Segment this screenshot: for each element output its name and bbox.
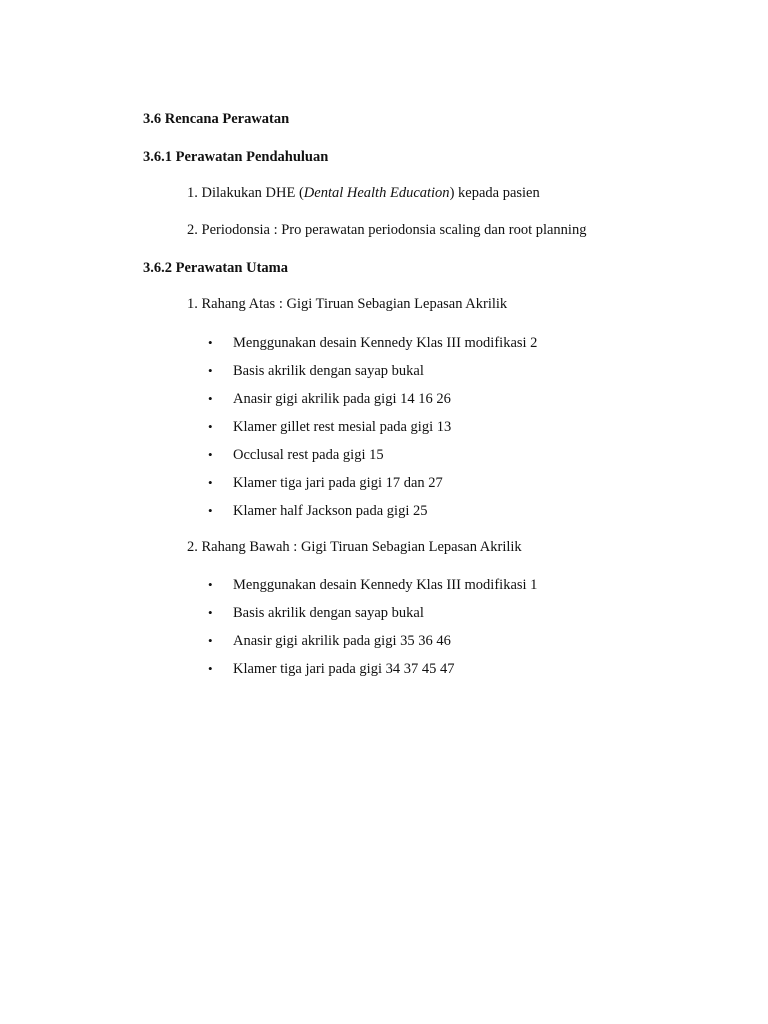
upper-jaw-bullet-text: Klamer half Jackson pada gigi 25 bbox=[233, 503, 428, 519]
section-heading: 3.6 Rencana Perawatan bbox=[143, 111, 290, 127]
upper-jaw-bullet-text: Klamer tiga jari pada gigi 17 dan 27 bbox=[233, 475, 443, 491]
upper-jaw-bullet-text: Menggunakan desain Kennedy Klas III modifikasi 2 bbox=[233, 335, 538, 351]
upper-jaw-bullet-text: Occlusal rest pada gigi 15 bbox=[233, 447, 384, 463]
upper-jaw-bullet-item bbox=[208, 474, 443, 492]
bullet-icon: • bbox=[208, 335, 213, 350]
preliminary-item-1-suffix: ) kepada pasien bbox=[449, 185, 540, 201]
lower-jaw-bullet-text: Anasir gigi akrilik pada gigi 35 36 46 bbox=[233, 633, 451, 649]
preliminary-item-1-prefix: 1. Dilakukan DHE ( bbox=[187, 185, 304, 201]
bullet-icon: • bbox=[208, 391, 213, 406]
lower-jaw-bullet-item bbox=[208, 604, 424, 622]
bullet-icon: • bbox=[208, 475, 213, 490]
bullet-icon: • bbox=[208, 503, 213, 518]
lower-jaw-bullet-text: Menggunakan desain Kennedy Klas III modifikasi 1 bbox=[233, 577, 538, 593]
preliminary-item-1-italic: Dental Health Education bbox=[303, 185, 450, 201]
lower-jaw-bullet-item bbox=[208, 660, 454, 678]
lower-jaw-bullet-text: Basis akrilik dengan sayap bukal bbox=[233, 605, 424, 621]
upper-jaw-bullet-item bbox=[208, 334, 537, 352]
upper-jaw-bullet-text: Basis akrilik dengan sayap bukal bbox=[233, 363, 424, 379]
bullet-icon: • bbox=[208, 605, 213, 620]
bullet-icon: • bbox=[208, 577, 213, 592]
subsection-heading-preliminary: 3.6.1 Perawatan Pendahuluan bbox=[143, 149, 329, 165]
lower-jaw-bullet-item bbox=[208, 576, 537, 594]
bullet-icon: • bbox=[208, 661, 213, 676]
bullet-icon: • bbox=[208, 363, 213, 378]
preliminary-item-1 bbox=[187, 184, 540, 202]
bullet-icon: • bbox=[208, 447, 213, 462]
upper-jaw-bullet-item bbox=[208, 362, 424, 380]
upper-jaw-bullet-text: Klamer gillet rest mesial pada gigi 13 bbox=[233, 419, 452, 435]
preliminary-item-2: 2. Periodonsia : Pro perawatan periodonsia scaling dan root planning bbox=[187, 222, 587, 238]
lower-jaw-bullet-item bbox=[208, 632, 451, 650]
upper-jaw-bullet-item bbox=[208, 502, 427, 520]
upper-jaw-label: 1. Rahang Atas : Gigi Tiruan Sebagian Lepasan Akrilik bbox=[187, 296, 508, 312]
bullet-icon: • bbox=[208, 419, 213, 434]
lower-jaw-label: 2. Rahang Bawah : Gigi Tiruan Sebagian Lepasan Akrilik bbox=[187, 539, 522, 555]
lower-jaw-bullet-text: Klamer tiga jari pada gigi 34 37 45 47 bbox=[233, 661, 455, 677]
upper-jaw-bullet-item bbox=[208, 418, 451, 436]
bullet-icon: • bbox=[208, 633, 213, 648]
upper-jaw-bullet-item bbox=[208, 446, 384, 464]
upper-jaw-bullet-item bbox=[208, 390, 451, 408]
subsection-heading-main: 3.6.2 Perawatan Utama bbox=[143, 260, 288, 276]
upper-jaw-bullet-text: Anasir gigi akrilik pada gigi 14 16 26 bbox=[233, 391, 451, 407]
